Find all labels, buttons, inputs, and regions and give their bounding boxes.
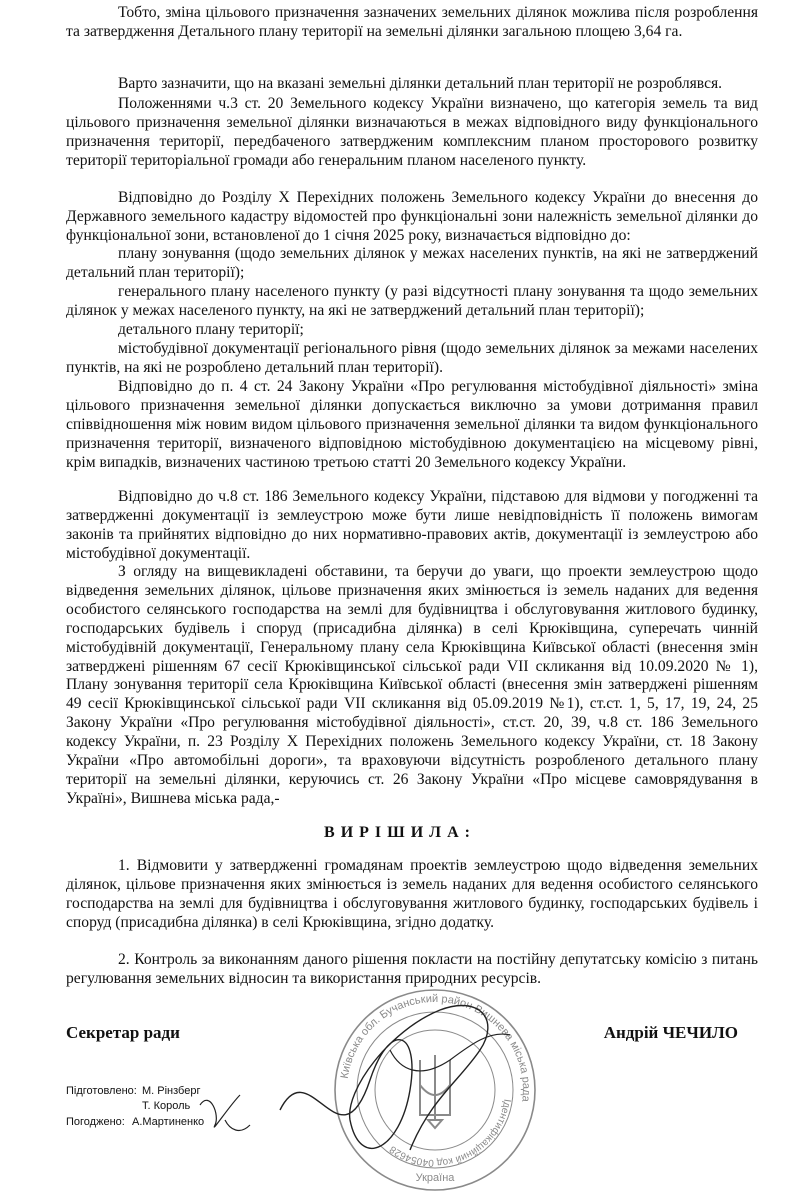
decision-item-2: 2. Контроль за виконанням даного рішення покласти на постійну депутатську комісію з питань регулювання земельних відносин та використання природних ресурсів. — [66, 951, 758, 987]
paragraph-4: Відповідно до Розділу X Перехідних положень Земельного кодексу України до внесення до Державного земельного кадастру відомостей про функціональні зони належність земельної ділянки до функціональної зони, встановленої до 1 січня 2025 року, визначається відповідно до: — [66, 189, 758, 244]
stamp-outer-text: Київська обл. Бучанський район Вишнева міська рада — [338, 992, 533, 1103]
stamp-inner-text: Ідентифікаційний код 04054628 — [387, 1098, 513, 1169]
paragraph-6: Відповідно до ч.8 ст. 186 Земельного кодексу України, підставою для відмови у погодженні та затвердженні документації із землеустрою може бути лише невідповідність її положень вимогам законів та прийнятих відповідно до них нормативно-правових актів, документації із землеустрою або містобудівної документації. — [66, 488, 758, 562]
stamp-bottom-text: Україна — [415, 1172, 455, 1184]
decision-item-1: 1. Відмовити у затвердженні громадянам проектів землеустрою щодо відведення земельних ділянок, цільове призначення яких змінюється із земель наданих для ведення особистого селянського господарства на землі для будівництва і обслуговування житлового будинку, господарських будівель і споруд (присадибна ділянка) в селі Крюківщина, згідно додатку. — [66, 857, 758, 931]
paragraph-3: Положеннями ч.3 ст. 20 Земельного кодексу України визначено, що категорія земель та вид цільового призначення земельної ділянки визначаються в межах відповідного виду функціонального призначення території, передбаченого затвердженим комплексним планом просторового розвитку території територіальної громади або генеральним планом населеного пункту. — [66, 95, 758, 169]
secretary-name: Андрій ЧЕЧИЛО — [603, 1023, 738, 1042]
paragraph-7: З огляду на вищевикладені обставини, та беручи до уваги, що проекти землеустрою щодо відведення земельних ділянок, цільове призначення яких змінюється із земель наданих для ведення особистого селянського господарства на землі для будівництва і обслуговування житлового будинку, господарських будівель і споруд (присадибна ділянка) в селі Крюківщина, суперечать чинній містобудівній документації, Генеральному плану села Крюківщина Київської області (внесення змін затверджені рішенням 67 сесії Крюківщинської сільської ради VII скликання від 10.09.2020 № 1), Плану зонування території села Крюківщина Київської області (внесення змін затверджені рішенням 49 сесії Крюківщинської сільської ради VII скликання від 05.09.2019 №1), ст.ст. 1, 5, 17, 19, 24, 25 Закону України «Про регулювання містобудівної діяльності», ст.ст. 20, 39, ч.8 ст. 186 Земельного кодексу України, п. 23 Розділу X Перехідних положень Земельного кодексу України, ст. 18 Закону України «Про автомобільні дороги», та враховуючи відсутність розробленого детального плану території на земельні ділянки, керуючись ст. 26 Закону України «Про місцеве самоврядування в Україні», Вишнева міська рада,- — [66, 563, 758, 807]
handwritten-signature-icon — [250, 990, 550, 1190]
prepared-name-2: Т. Король — [142, 1100, 191, 1112]
secretary-label: Секретар ради — [66, 1023, 180, 1042]
prepared-name-1: М. Рінзберг — [142, 1085, 201, 1097]
paragraph-5: Відповідно до п. 4 ст. 24 Закону України «Про регулювання містобудівної діяльності» зміна цільового призначення земельної ділянки допускається виключно за умови дотримання правил співвідношення між новим видом цільового призначення земельної ділянки та видом функціонального призначення території, визначеного відповідною містобудівною документацією на місцевому рівні, крім випадків, визначених частиною третьою статті 20 Земельного кодексу України. — [66, 378, 758, 471]
list-item-general-plan: генерального плану населеного пункту (у разі відсутності плану зонування та щодо земельних ділянок у межах населеного пункту, на які не затверджений детальний план території); — [66, 283, 758, 319]
paragraph-2: Варто зазначити, що на вказані земельні ділянки детальний план території не розроблявся. — [118, 75, 723, 92]
agreed-name-1: А.Мартиненко — [132, 1116, 205, 1128]
list-item-zoning-plan: плану зонування (щодо земельних ділянок у межах населених пунктів, на які не затверджений детальний план території); — [66, 245, 758, 281]
list-item-detailed-plan: детального плану території; — [118, 321, 304, 338]
paragraph-1: Тобто, зміна цільового призначення зазначених земельних ділянок можлива після розроблення та затвердження Детального плану території на земельні ділянки загальною площею 3,64 га. — [66, 4, 758, 40]
list-item-regional-docs: містобудівної документації регіонального рівня (щодо земельних ділянок за межами населених пунктів, на які не розроблено детальний план території). — [66, 340, 758, 376]
prepared-label: Підготовлено: — [66, 1085, 137, 1097]
decision-heading: ВИРІШИЛА: — [324, 824, 476, 841]
initials-signature-icon — [195, 1085, 255, 1145]
agreed-label: Погоджено: — [66, 1116, 125, 1128]
